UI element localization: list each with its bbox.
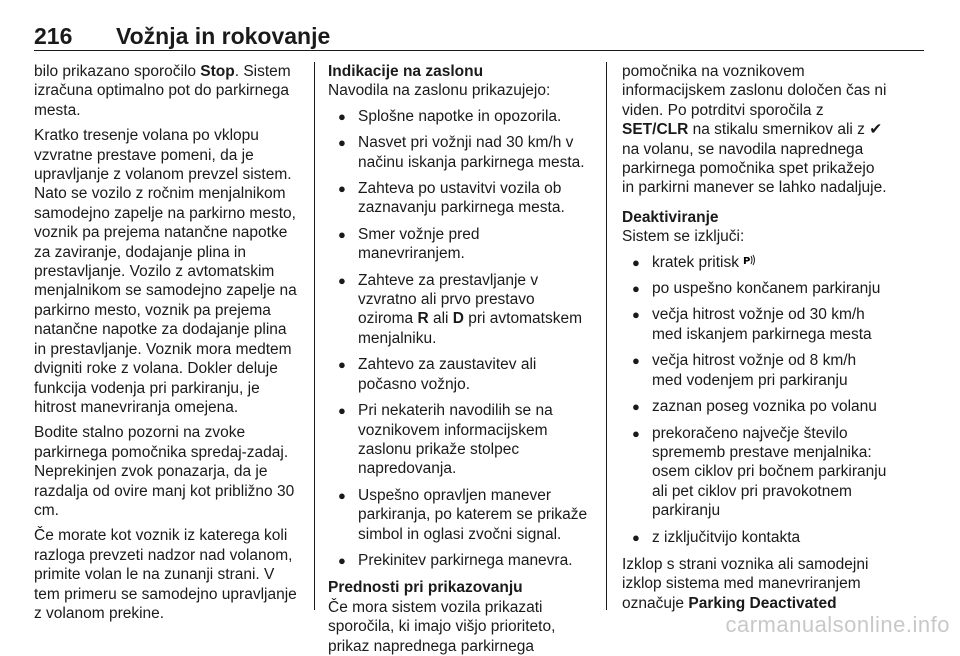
deactivation-intro: Sistem se izključi: <box>622 228 745 246</box>
list-item: ● Smer vožnje pred manevriranjem. <box>328 225 590 264</box>
paragraph-steering-takeover: Kratko tresenje volana po vklopu vzvratne prestave pomeni, da je upravljanje z volanom prevzel sistem. Nato se vozilo z ročnim menjalnikom samodejno zapelje na parkirno mesto, voznik pa prejema natančne napotke za zaviranje, dodajanje plina in prestavljanje. Vozilo z avtomatskim menjalnikom se samodejno zapelje na parkirno mesto, voznik pa prejema natančne napotke za dodajanje plina in prestavljanje. Voznik mora medtem dvigniti roke z volana. Dokler deluje funkcija vodenja pri parkiranju, je hitrost manevriranja omejena. <box>34 127 297 416</box>
list-item: ● Prekinitev parkirnega manevra. <box>328 551 590 570</box>
heading-deactivation: Deaktiviranje <box>622 208 719 226</box>
list-item: ● z izključitvijo kontakta <box>622 528 890 547</box>
column-2 <box>328 62 590 655</box>
list-item: ● Nasvet pri vožnji nad 30 km/h v načinu iskanja parkirnega mesta. <box>328 133 590 172</box>
page-number: 216 <box>34 23 73 49</box>
stop-label: Stop <box>200 63 235 80</box>
list-item: ● prekoračeno največje število sprememb prestave menjalnika: osem ciklov pri bočnem parkiranju ali pet ciklov pri pravokotnem parkiranju <box>622 424 890 521</box>
gear-r-label: R <box>417 310 429 328</box>
page-title: Vožnja in rokovanje <box>116 23 331 49</box>
paragraph-stop-message: bilo prikazano sporočilo Stop. Sistem izračuna optimalno pot do parkirnega mesta. <box>34 63 291 119</box>
heading-display-indications: Indikacije na zaslonu <box>328 63 484 80</box>
paragraph-priority: Če mora sistem vozila prikazati sporočila, ki imajo višjo prioriteto, prikaz naprednega parkirnega <box>328 598 556 655</box>
list-item: ● po uspešno končanem parkiranju <box>622 279 890 298</box>
list-item: ● Zahteva po ustavitvi vozila ob zaznavanju parkirnega mesta. <box>328 179 590 218</box>
svg-text:P: P <box>743 255 751 267</box>
parking-deactivated-label: Parking Deactivated <box>688 594 837 612</box>
page-header <box>34 24 924 51</box>
paragraph-message-confirm: pomočnika na voznikovem informacijskem zaslonu določen čas ni viden. Po potrditvi sporočila z SET/CLR na stikalu smernikov ali z ✔ na volanu, se navodila naprednega parkirnega pomočnika spet prikažejo in parkirni manever se lahko nadaljuje. <box>622 63 887 197</box>
column-3 <box>622 62 890 610</box>
heading-display-priority: Prednosti pri prikazovanju <box>328 579 523 597</box>
list-item: ● večja hitrost vožnje od 30 km/h med iskanjem parkirnega mesta <box>622 305 890 344</box>
display-instructions-list <box>328 107 590 571</box>
list-item: ● zaznan poseg voznika po volanu <box>622 397 890 416</box>
set-clr-label: SET/CLR <box>622 121 689 139</box>
list-item: ● večja hitrost vožnje od 8 km/h med vodenjem pri parkiranju <box>622 351 890 390</box>
list-item: ● Uspešno opravljen manever parkiranja, po katerem se prikaže simbol in oglasi zvočni signal. <box>328 486 590 544</box>
column-divider-1 <box>314 62 315 610</box>
column-divider-2 <box>606 62 607 610</box>
parking-assist-button-icon <box>743 253 757 272</box>
deactivation-list <box>622 253 890 547</box>
paragraph-deactivated-message: Izklop s strani voznika ali samodejni izklop sistema med manevriranjem označuje Parking Deactivated <box>622 555 869 612</box>
paragraph-sound-warning: Bodite stalno pozorni na zvoke parkirnega pomočnika spredaj-zadaj. Neprekinjen zvok ponazarja, da je razdalja od ovire manj kot približno 30 cm. <box>34 424 295 519</box>
list-item: ● Splošne napotke in opozorila. <box>328 107 590 126</box>
display-intro: Navodila na zaslonu prikazujejo: <box>328 82 551 100</box>
list-item: ● Zahtevo za zaustavitev ali počasno vožnjo. <box>328 355 590 394</box>
paragraph-driver-takeover: Če morate kot voznik iz katerega koli razloga prevzeti nadzor nad volanom, primite volan le na zunanji strani. V tem primeru se samodejno upravljanje z volanom prekine. <box>34 527 297 622</box>
list-item: ● Zahteve za prestavljanje v vzvratno ali prvo prestavo oziroma R ali D pri avtomatskem menjalniku. <box>328 271 590 349</box>
column-1 <box>34 62 302 622</box>
watermark: carmanualsonline.info <box>725 612 950 637</box>
list-item: ● kratek pritisk P <box>622 253 890 272</box>
checkmark-icon: ✔ <box>869 121 883 139</box>
gear-d-label: D <box>452 310 464 328</box>
list-item: ● Pri nekaterih navodilih se na voznikovem informacijskem zaslonu prikaže stolpec napredovanja. <box>328 401 590 479</box>
